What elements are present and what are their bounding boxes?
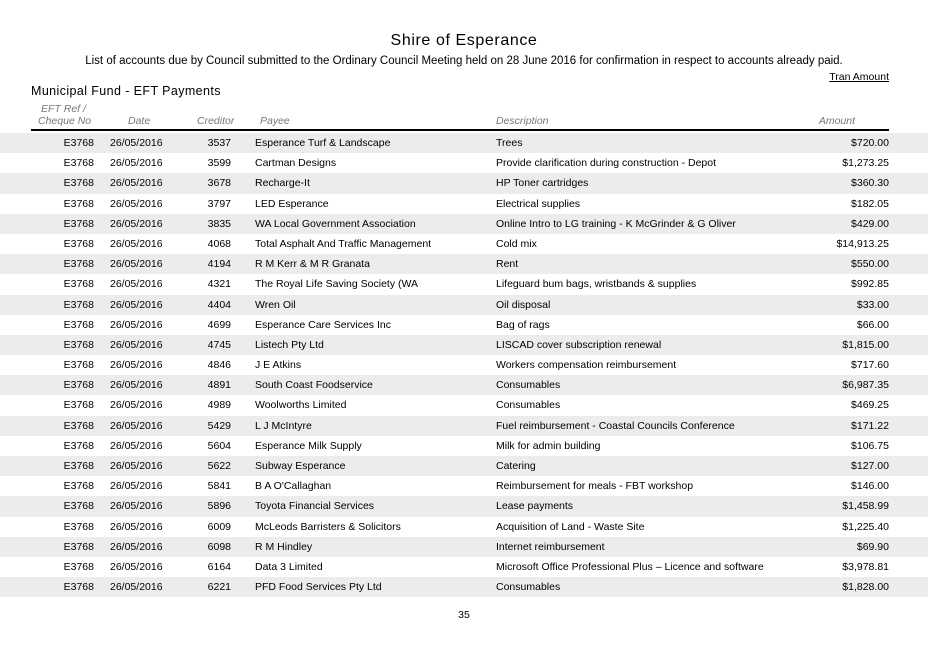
cell-ref: E3768 — [63, 298, 94, 311]
table-row — [0, 274, 928, 294]
table-row — [0, 517, 928, 537]
cell-creditor: 6221 — [207, 581, 231, 594]
cell-creditor: 4068 — [207, 237, 231, 250]
cell-ref: E3768 — [63, 460, 94, 472]
section-title: Municipal Fund - EFT Payments — [31, 84, 221, 98]
cell-ref: E3768 — [63, 379, 94, 392]
cell-date: 26/05/2016 — [110, 237, 163, 250]
page-title: Shire of Esperance — [390, 32, 538, 49]
table-row — [0, 557, 928, 577]
cell-payee: South Coast Foodservice — [255, 379, 373, 392]
cell-payee: Data 3 Limited — [255, 560, 323, 573]
cell-description: Microsoft Office Professional Plus – Licence and software — [496, 560, 764, 573]
table-row — [0, 355, 928, 375]
table-row — [0, 173, 928, 193]
cell-date: 26/05/2016 — [110, 540, 163, 553]
cell-amount: $992.85 — [851, 278, 889, 291]
cell-ref: E3768 — [63, 318, 94, 331]
cell-date: 26/05/2016 — [110, 318, 163, 331]
cell-payee: R M Kerr & M R Granata — [255, 258, 370, 271]
cell-date: 26/05/2016 — [110, 399, 163, 412]
cell-payee: L J McIntyre — [255, 419, 312, 432]
col-header-ref-line2: Cheque No — [38, 115, 92, 127]
cell-payee: Wren Oil — [255, 298, 296, 311]
cell-payee: Esperance Care Services Inc — [255, 318, 391, 331]
cell-ref: E3768 — [63, 500, 94, 513]
cell-payee: PFD Food Services Pty Ltd — [255, 581, 382, 594]
cell-ref: E3768 — [63, 137, 94, 149]
cell-description: Online Intro to LG training - K McGrinder & G Oliver — [496, 217, 736, 230]
table-row — [0, 456, 928, 476]
cell-ref: E3768 — [63, 278, 94, 291]
cell-creditor: 3797 — [207, 197, 231, 210]
cell-creditor: 4321 — [207, 278, 231, 291]
cell-amount: $106.75 — [851, 439, 889, 452]
cell-payee: LED Esperance — [255, 197, 329, 210]
cell-payee: Cartman Designs — [255, 157, 337, 170]
cell-amount: $171.22 — [851, 419, 889, 432]
cell-ref: E3768 — [63, 258, 94, 271]
cell-amount: $1,273.25 — [842, 157, 889, 170]
cell-date: 26/05/2016 — [110, 560, 163, 573]
cell-ref: E3768 — [63, 439, 94, 452]
payments-table — [0, 133, 928, 597]
cell-date: 26/05/2016 — [110, 258, 163, 271]
cell-date: 26/05/2016 — [110, 298, 163, 311]
cell-date: 26/05/2016 — [110, 157, 163, 170]
cell-ref: E3768 — [63, 217, 94, 230]
cell-description: Provide clarification during construction - Depot — [496, 157, 717, 170]
cell-description: Workers compensation reimbursement — [496, 359, 677, 372]
cell-amount: $146.00 — [851, 480, 889, 493]
cell-amount: $717.60 — [851, 359, 889, 372]
cell-description: Internet reimbursement — [496, 540, 605, 553]
cell-ref: E3768 — [63, 560, 94, 573]
page-number: 35 — [458, 609, 470, 621]
cell-description: Oil disposal — [496, 298, 551, 311]
cell-payee: Woolworths Limited — [255, 399, 347, 412]
cell-creditor: 4989 — [207, 399, 231, 412]
cell-creditor: 5429 — [207, 419, 231, 432]
cell-ref: E3768 — [63, 177, 94, 190]
col-header-creditor: Creditor — [197, 115, 235, 127]
cell-creditor: 3835 — [207, 217, 231, 230]
cell-ref: E3768 — [63, 338, 94, 351]
page-subtitle: List of accounts due by Council submitted to the Ordinary Council Meeting held on 28 June 2016 for confirmation in respect to accounts already paid. — [85, 55, 843, 67]
cell-description: Consumables — [496, 581, 561, 594]
cell-amount: $550.00 — [851, 258, 889, 271]
cell-description: Cold mix — [496, 237, 537, 250]
cell-description: Fuel reimbursement - Coastal Councils Conference — [496, 419, 735, 432]
cell-description: HP Toner cartridges — [496, 177, 589, 190]
header-rule — [31, 129, 889, 131]
cell-payee: Total Asphalt And Traffic Management — [255, 237, 432, 250]
table-row — [0, 395, 928, 415]
cell-payee: Listech Pty Ltd — [255, 338, 324, 351]
cell-amount: $469.25 — [851, 399, 889, 412]
cell-date: 26/05/2016 — [110, 460, 163, 472]
cell-description: LISCAD cover subscription renewal — [496, 338, 662, 351]
col-header-description: Description — [496, 115, 549, 127]
cell-ref: E3768 — [63, 520, 94, 533]
cell-creditor: 4404 — [207, 298, 231, 311]
cell-date: 26/05/2016 — [110, 379, 163, 392]
cell-description: Lease payments — [496, 500, 574, 513]
cell-date: 26/05/2016 — [110, 439, 163, 452]
col-header-date: Date — [128, 115, 151, 127]
cell-creditor: 5896 — [207, 500, 231, 513]
cell-ref: E3768 — [63, 399, 94, 412]
table-row — [0, 476, 928, 496]
cell-creditor: 4699 — [207, 318, 231, 331]
cell-ref: E3768 — [63, 581, 94, 594]
cell-amount: $127.00 — [851, 460, 889, 472]
cell-creditor: 6164 — [207, 560, 231, 573]
cell-amount: $720.00 — [851, 137, 889, 149]
cell-date: 26/05/2016 — [110, 137, 163, 149]
cell-payee: The Royal Life Saving Society (WA — [255, 278, 419, 291]
cell-description: Milk for admin building — [496, 439, 601, 452]
cell-amount: $33.00 — [856, 298, 889, 311]
cell-description: Electrical supplies — [496, 197, 581, 210]
cell-ref: E3768 — [63, 157, 94, 170]
cell-creditor: 3599 — [207, 157, 231, 170]
cell-payee: B A O'Callaghan — [255, 480, 332, 493]
cell-date: 26/05/2016 — [110, 500, 163, 513]
cell-date: 26/05/2016 — [110, 217, 163, 230]
cell-payee: McLeods Barristers & Solicitors — [255, 520, 401, 533]
col-header-payee: Payee — [260, 115, 290, 127]
cell-payee: Toyota Financial Services — [255, 500, 375, 513]
cell-description: Trees — [496, 137, 523, 149]
cell-description: Acquisition of Land - Waste Site — [496, 520, 645, 533]
cell-ref: E3768 — [63, 359, 94, 372]
table-row — [0, 416, 928, 436]
cell-ref: E3768 — [63, 197, 94, 210]
cell-description: Bag of rags — [496, 318, 550, 331]
cell-date: 26/05/2016 — [110, 520, 163, 533]
cell-amount: $1,458.99 — [842, 500, 889, 513]
cell-creditor: 5622 — [207, 460, 231, 472]
table-row — [0, 153, 928, 173]
cell-ref: E3768 — [63, 419, 94, 432]
cell-payee: R M Hindley — [255, 540, 313, 553]
cell-payee: J E Atkins — [255, 359, 302, 372]
cell-creditor: 3678 — [207, 177, 231, 190]
cell-ref: E3768 — [63, 237, 94, 250]
cell-amount: $1,828.00 — [842, 581, 889, 594]
cell-creditor: 4891 — [207, 379, 231, 392]
col-header-ref-line1: EFT Ref / — [41, 103, 86, 115]
cell-amount: $429.00 — [851, 217, 889, 230]
cell-creditor: 6009 — [207, 520, 231, 533]
cell-description: Consumables — [496, 399, 561, 412]
cell-payee: Esperance Milk Supply — [255, 439, 362, 452]
cell-payee: WA Local Government Association — [255, 217, 416, 230]
table-row — [0, 295, 928, 315]
cell-creditor: 4745 — [207, 338, 231, 351]
table-row — [0, 375, 928, 395]
table-row — [0, 194, 928, 214]
cell-description: Catering — [496, 460, 536, 472]
table-row — [0, 214, 928, 234]
cell-ref: E3768 — [63, 540, 94, 553]
cell-date: 26/05/2016 — [110, 480, 163, 493]
cell-creditor: 3537 — [207, 137, 231, 149]
cell-amount: $69.90 — [856, 540, 889, 553]
cell-date: 26/05/2016 — [110, 581, 163, 594]
cell-payee: Esperance Turf & Landscape — [255, 137, 391, 149]
table-row — [0, 133, 928, 153]
cell-description: Lifeguard bum bags, wristbands & supplies — [496, 278, 697, 291]
cell-amount: $6,987.35 — [842, 379, 889, 392]
cell-creditor: 4194 — [207, 258, 231, 271]
table-row — [0, 234, 928, 254]
cell-date: 26/05/2016 — [110, 338, 163, 351]
cell-description: Consumables — [496, 379, 561, 392]
cell-amount: $14,913.25 — [836, 237, 889, 250]
cell-creditor: 5604 — [207, 439, 231, 452]
table-row — [0, 254, 928, 274]
table-row — [0, 436, 928, 456]
table-row — [0, 496, 928, 516]
cell-ref: E3768 — [63, 480, 94, 493]
cell-amount: $66.00 — [856, 318, 889, 331]
cell-creditor: 4846 — [207, 359, 231, 372]
cell-description: Rent — [496, 258, 519, 271]
table-row — [0, 577, 928, 597]
cell-creditor: 5841 — [207, 480, 231, 493]
cell-payee: Subway Esperance — [255, 460, 346, 472]
table-row — [0, 315, 928, 335]
cell-creditor: 6098 — [207, 540, 231, 553]
cell-payee: Recharge-It — [255, 177, 310, 190]
table-row — [0, 537, 928, 557]
col-header-amount: Amount — [818, 115, 855, 127]
cell-amount: $1,225.40 — [842, 520, 889, 533]
table-row — [0, 335, 928, 355]
cell-date: 26/05/2016 — [110, 278, 163, 291]
cell-amount: $182.05 — [851, 197, 889, 210]
cell-date: 26/05/2016 — [110, 359, 163, 372]
cell-amount: $3,978.81 — [842, 560, 889, 573]
cell-date: 26/05/2016 — [110, 177, 163, 190]
tran-amount-label: Tran Amount — [829, 71, 889, 83]
cell-date: 26/05/2016 — [110, 197, 163, 210]
cell-amount: $360.30 — [851, 177, 889, 190]
cell-description: Reimbursement for meals - FBT workshop — [496, 480, 694, 493]
cell-amount: $1,815.00 — [842, 338, 889, 351]
cell-date: 26/05/2016 — [110, 419, 163, 432]
